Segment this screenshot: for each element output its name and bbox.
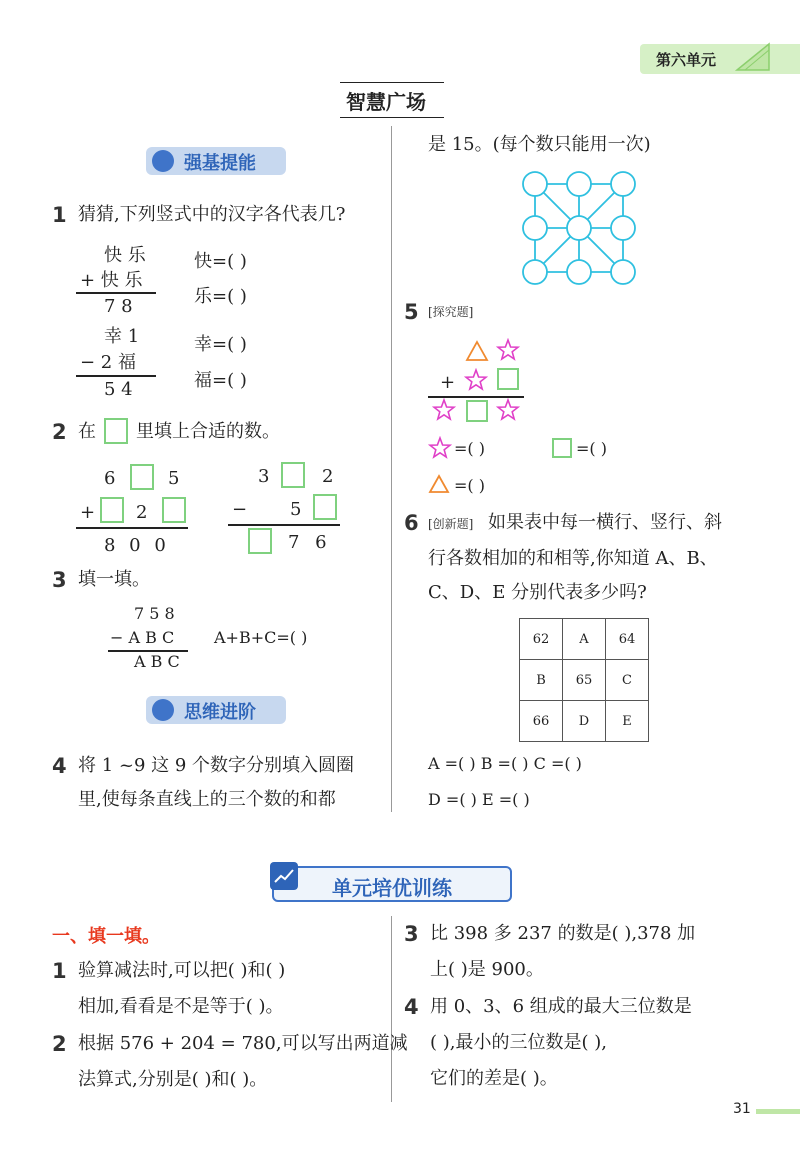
q5-tag: [探究题] [428,305,474,319]
s2-q3-line1: 比 398 多 237 的数是( ),378 加 [430,923,696,944]
q6-line3: C、D、E 分别代表多少吗? [428,582,647,603]
q5-ans-star-icon [428,436,452,460]
s2-q4-line1: 用 0、3、6 组成的最大三位数是 [430,996,692,1017]
s2-q3-line2: 上( )是 900。 [430,959,544,980]
q2-add-r1a: 6 [104,468,116,489]
q6-tag: [创新题] [428,517,474,531]
banner-title: 单元培优训练 [332,876,452,900]
q5-row2-square [497,368,519,390]
s2-q2-line1: 根据 576 + 204 = 780,可以写出两道减 [78,1033,408,1054]
q3-row1: 7 5 8 [134,604,175,623]
q2-add-line [76,527,188,529]
part-title: 一、填一填。 [52,926,160,947]
q5-row1-star [496,338,520,362]
page-number-bar [756,1109,800,1114]
q2-sub-result: 7 6 [288,532,327,553]
s2-q3-number: 3 [404,922,419,946]
q2-sample-box [104,418,128,444]
q2-sub-r2: 5 [290,499,302,520]
s2-q4-number: 4 [404,995,419,1019]
q5-row2-star [464,368,488,392]
q1-b-row2: − 2 福 [80,352,136,373]
s2-q1-line1: 验算减法时,可以把( )和( ) [78,960,286,981]
q1-a-row1: 快 乐 [104,245,146,266]
q2-sub-box3[interactable] [248,528,272,554]
q2-add-op: + [80,502,96,523]
table-row [520,619,649,660]
q2-add-r2: 2 [136,502,148,523]
medal-icon [152,699,174,721]
q4-number: 4 [52,754,67,778]
q5-row3-star2 [496,398,520,422]
q6-number: 6 [404,511,419,535]
table-cell: 64 [606,619,649,660]
q2-sub-r1a: 3 [258,466,270,487]
q5-ans-square: =( ) [576,439,607,458]
s2-q4-line2: ( ),最小的三位数是( ), [430,1032,607,1053]
q1-a-row2: + 快 乐 [80,270,143,291]
q2-add-r1b: 5 [168,468,180,489]
q2-sub-box1[interactable] [281,462,305,488]
q5-ans-star: =( ) [454,439,485,458]
q1-text: 猜猜,下列竖式中的汉字各代表几? [78,204,346,225]
s2-q2-line2: 法算式,分别是( )和( )。 [78,1069,268,1090]
table-cell: D [563,701,606,742]
q1-ans2: 乐=( ) [194,286,247,307]
s2-q1-number: 1 [52,959,67,983]
trend-line-icon [273,866,295,886]
q4-line1: 将 1 ~9 这 9 个数字分别填入圆圈 [78,755,355,776]
q6-ans-line1: A =( ) B =( ) C =( ) [428,754,582,773]
q2-add-box1[interactable] [130,464,154,490]
q1-number: 1 [52,203,67,227]
q1-ans3: 幸=( ) [194,334,247,355]
q3-row3: A B C [134,652,180,671]
q5-number: 5 [404,300,419,324]
q2-sub-op: − [232,499,248,520]
badge-basic: 强基提能 [146,147,286,175]
column-divider-2 [391,916,392,1102]
table-cell: 66 [520,701,563,742]
s2-q2-number: 2 [52,1032,67,1056]
column-divider [391,126,392,812]
q5-op: + [440,372,456,393]
q5-row3-star1 [432,398,456,422]
q4-line2: 里,使每条直线上的三个数的和都 [78,789,336,810]
s2-q1-line2: 相加,看看是不是等于( )。 [78,996,284,1017]
q3-number: 3 [52,568,67,592]
q5-ans-square-icon [552,438,572,458]
circle-diagram [518,166,640,290]
q2-text-pre: 在 [78,421,96,442]
q1-ans1: 快=( ) [194,251,247,272]
q2-sub-box2[interactable] [313,494,337,520]
q4-line3: 是 15。(每个数只能用一次) [428,134,651,155]
q2-add-box3[interactable] [162,497,186,523]
q1-ans4: 福=( ) [194,370,247,391]
badge-advanced: 思维进阶 [146,696,286,724]
table-cell: C [606,660,649,701]
table-cell: B [520,660,563,701]
q6-line2: 行各数相加的和相等,你知道 A、B、 [428,548,718,569]
page-number: 31 [733,1101,751,1117]
q5-ans-triangle: =( ) [454,476,485,495]
q5-ans-triangle-icon [428,474,450,494]
table-cell: 65 [563,660,606,701]
unit-label: 第六单元 [656,51,717,69]
q2-add-result: 8 0 0 [104,535,166,556]
q5-row3-square [466,400,488,422]
q3-text: 填一填。 [78,569,150,590]
q2-sub-line [228,524,340,526]
table-cell: A [563,619,606,660]
q1-b-result: 5 4 [104,379,133,400]
magic-square-table [519,618,649,742]
q3-row2: − A B C [110,628,175,647]
table-row [520,701,649,742]
s2-q4-line3: 它们的差是( )。 [430,1068,558,1089]
q3-ans: A+B+C=( ) [214,628,308,647]
q2-text-post: 里填上合适的数。 [136,421,280,442]
q6-line1: 如果表中每一横行、竖行、斜 [488,512,722,533]
q5-row1-triangle [465,340,489,362]
q2-add-box2[interactable] [100,497,124,523]
q1-a-result: 7 8 [104,296,133,317]
table-row [520,660,649,701]
section-title: 智慧广场 [346,90,426,114]
table-cell: 62 [520,619,563,660]
triangle-ruler-icon [733,40,773,72]
q2-number: 2 [52,420,67,444]
table-cell: E [606,701,649,742]
q6-ans-line2: D =( ) E =( ) [428,790,530,809]
q1-b-row1: 幸 1 [104,326,140,347]
q2-sub-r1b: 2 [322,466,334,487]
pencil-icon [152,150,174,172]
